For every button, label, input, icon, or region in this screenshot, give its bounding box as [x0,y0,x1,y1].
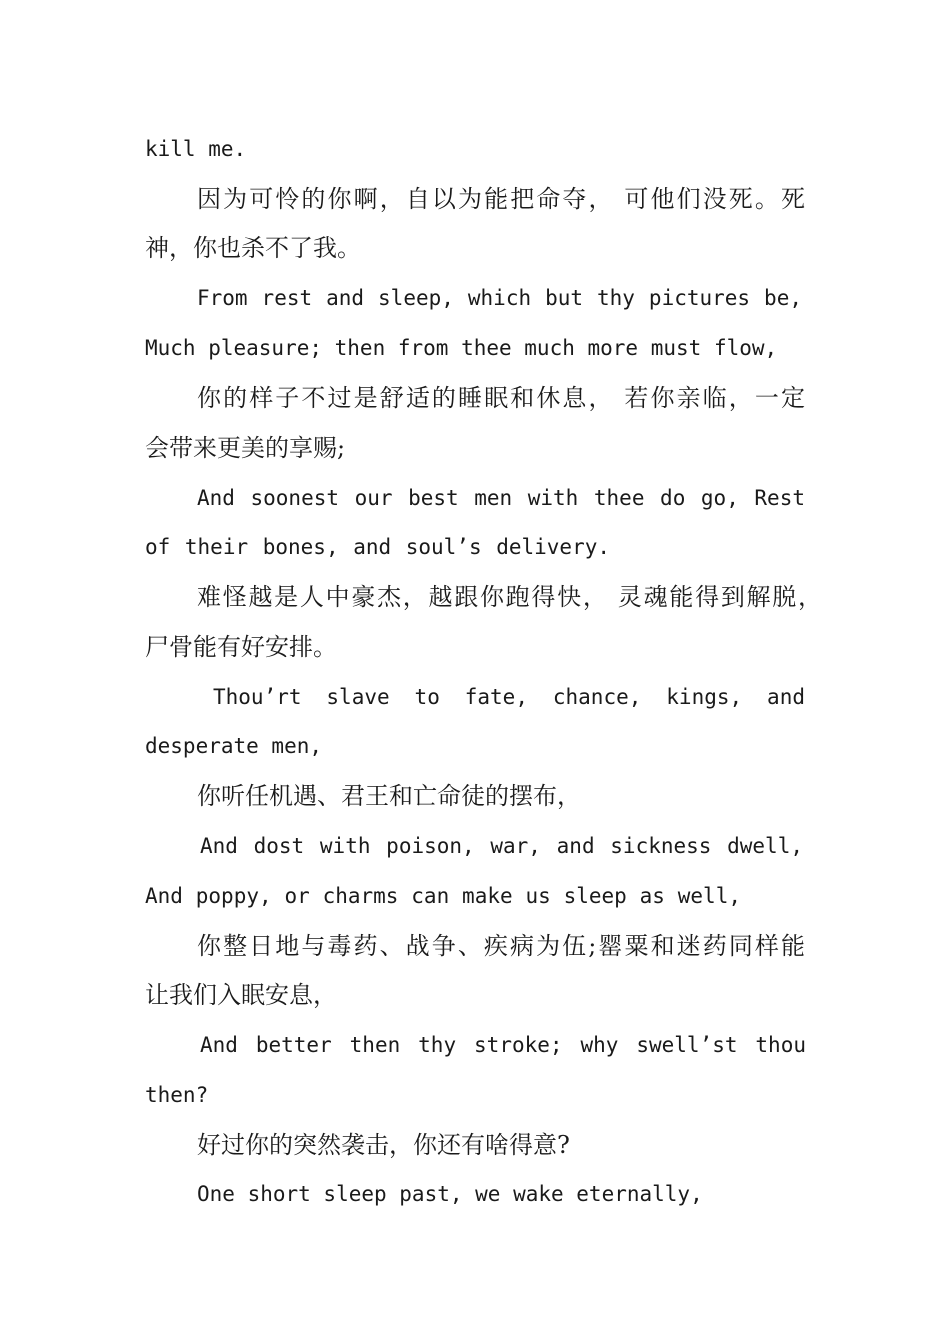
text-line: of their bones, and soul’s delivery. [145,535,610,559]
text-line: And better then thy stroke; why swell’st thou [200,1033,806,1057]
text-line: 会带来更美的享赐; [145,434,346,462]
text-line: Much pleasure; then from thee much more must flow, [145,336,778,360]
text-line: then? [145,1083,209,1107]
text-line: And poppy, or charms can make us sleep as well, [145,884,741,908]
text-line: 难怪越是人中豪杰，越跟你跑得快， 灵魂能得到解脱， [197,583,822,611]
text-line: 你的样子不过是舒适的睡眠和休息， 若你亲临，一定 [197,384,805,412]
text-line: 因为可怜的你啊，自以为能把命夺， 可他们没死。死 [197,185,805,213]
text-line: 你听任机遇、君王和亡命徒的摆布， [197,782,581,810]
text-line: From rest and sleep, which but thy pictures be, [197,286,802,310]
text-line: And dost with poison, war, and sickness dwell, [200,834,803,858]
text-line: 好过你的突然袭击，你还有啥得意? [197,1131,570,1159]
text-line: kill me. [145,137,247,161]
text-line: 让我们入眠安息， [145,981,337,1009]
text-line: And soonest our best men with thee do go, Rest [197,486,805,510]
text-line: Thou’rt slave to fate, chance, kings, and [213,685,805,709]
text-line: 尸骨能有好安排。 [145,633,337,661]
text-line: desperate men, [145,734,323,758]
text-line: One short sleep past, we wake eternally, [197,1182,703,1206]
text-line: 你整日地与毒药、战争、疾病为伍;罂粟和迷药同样能 [197,932,805,960]
text-line: 神，你也杀不了我。 [145,234,361,262]
